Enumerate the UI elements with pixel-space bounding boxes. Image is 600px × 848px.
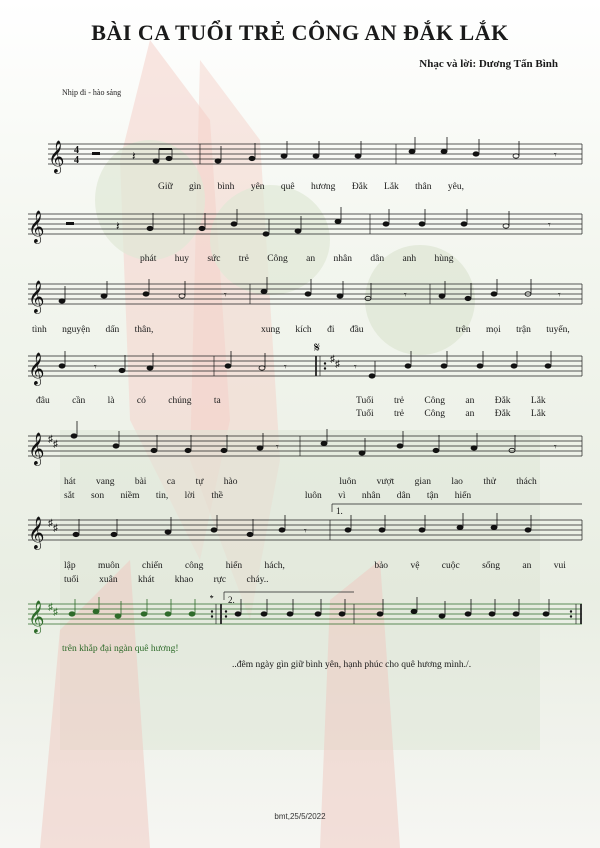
treble-clef-icon: 𝄞 xyxy=(48,140,65,173)
svg-text:♯: ♯ xyxy=(48,602,53,613)
staff-line-6 xyxy=(28,506,582,556)
svg-text:𝄽: 𝄽 xyxy=(116,219,120,233)
svg-text:𝄾: 𝄾 xyxy=(224,290,227,301)
staff-line-4 xyxy=(28,341,582,392)
lyrics-line-5-verse2: sắt son niềm tin, lời thề luôn vì nhân dân tận hiến xyxy=(64,491,472,501)
time-sig-top: 4 xyxy=(74,145,79,156)
svg-text:𝄞: 𝄞 xyxy=(28,354,45,385)
svg-text:𝄾: 𝄾 xyxy=(354,362,357,373)
coda-icon: 𝄌 xyxy=(210,594,214,605)
svg-text:𝄾: 𝄾 xyxy=(404,290,407,301)
sharp-icon: ♯ xyxy=(330,354,335,365)
half-rest-icon xyxy=(92,152,100,155)
svg-text:𝄾: 𝄾 xyxy=(558,290,561,301)
eighth-rest-icon: 𝄾 xyxy=(554,150,557,161)
svg-text:♯: ♯ xyxy=(53,607,58,618)
staff-1-notation xyxy=(28,140,582,180)
svg-text:𝄞: 𝄞 xyxy=(28,602,45,633)
staff-line-5 xyxy=(28,432,582,472)
volta-1: 1. xyxy=(336,506,343,516)
staff-line-1 xyxy=(28,140,582,180)
staff-line-2 xyxy=(28,210,582,250)
volta-2: 2. xyxy=(228,595,235,605)
lyrics-line-6-verse2: tuổi xuân khát khao rực cháy.. xyxy=(64,575,269,585)
time-sig-bottom: 4 xyxy=(74,155,79,166)
lyrics-line-2: phát huy sức trẻ Công an nhân dân anh hùng xyxy=(140,254,454,264)
svg-text:𝄾: 𝄾 xyxy=(304,526,307,537)
svg-text:𝄾: 𝄾 xyxy=(548,220,551,231)
svg-text:♯: ♯ xyxy=(53,523,58,534)
svg-text:𝄞: 𝄞 xyxy=(28,518,45,549)
lyrics-line-6: lập muôn chiến công hiển hách, bảo vệ cuộc sống an vui xyxy=(64,561,566,571)
lyrics-line-3: tình nguyện dấn thân, xung kích đi đầu trên mọi trận tuyến, xyxy=(32,325,570,335)
lyrics-line-4-verse1: Tuổi trẻ Công an Đắk Lắk xyxy=(356,396,546,406)
lyrics-line-1: Giữ gìn bình yên quê hương Đắk Lắk thân yêu, xyxy=(158,182,464,192)
svg-text:𝄞: 𝄞 xyxy=(28,282,45,313)
svg-text:♯: ♯ xyxy=(53,439,58,450)
lyrics-line-7b: ..đêm ngày gìn giữ bình yên, hạnh phúc cho quê hương mình./. xyxy=(232,660,472,670)
lyrics-line-7a: trên khắp đại ngàn quê hương! xyxy=(62,644,179,654)
song-title: BÀI CA TUỔI TRẺ CÔNG AN ĐẮK LẮK xyxy=(91,20,509,45)
composer-credit: Nhạc và lời: Dương Tấn Bình xyxy=(419,58,558,70)
staff-line-3 xyxy=(28,280,582,320)
lyrics-line-4: đâu cần là có chúng ta xyxy=(36,396,221,406)
svg-text:𝄞: 𝄞 xyxy=(28,434,45,465)
svg-text:𝄾: 𝄾 xyxy=(284,362,287,373)
date-footer: bmt,25/5/2022 xyxy=(274,812,326,821)
svg-text:𝄾: 𝄾 xyxy=(554,442,557,453)
sharp-icon: ♯ xyxy=(335,359,340,370)
svg-text:♯: ♯ xyxy=(48,518,53,529)
svg-text:♯: ♯ xyxy=(48,434,53,445)
quarter-rest-icon: 𝄽 xyxy=(132,149,136,163)
lyrics-line-4-verse2: Tuổi trẻ Công an Đắk Lắk xyxy=(356,409,546,419)
svg-text:𝄾: 𝄾 xyxy=(276,442,279,453)
segno-icon: 𝄋 xyxy=(314,341,321,356)
treble-clef-icon: 𝄞 xyxy=(28,212,45,243)
staff-line-7 xyxy=(28,594,582,640)
tempo-marking: Nhịp đi - hào sảng xyxy=(62,88,122,97)
svg-text:𝄾: 𝄾 xyxy=(94,362,97,373)
lyrics-line-5: hát vang bài ca tự hào luôn vượt gian lao thử thách xyxy=(64,477,537,487)
